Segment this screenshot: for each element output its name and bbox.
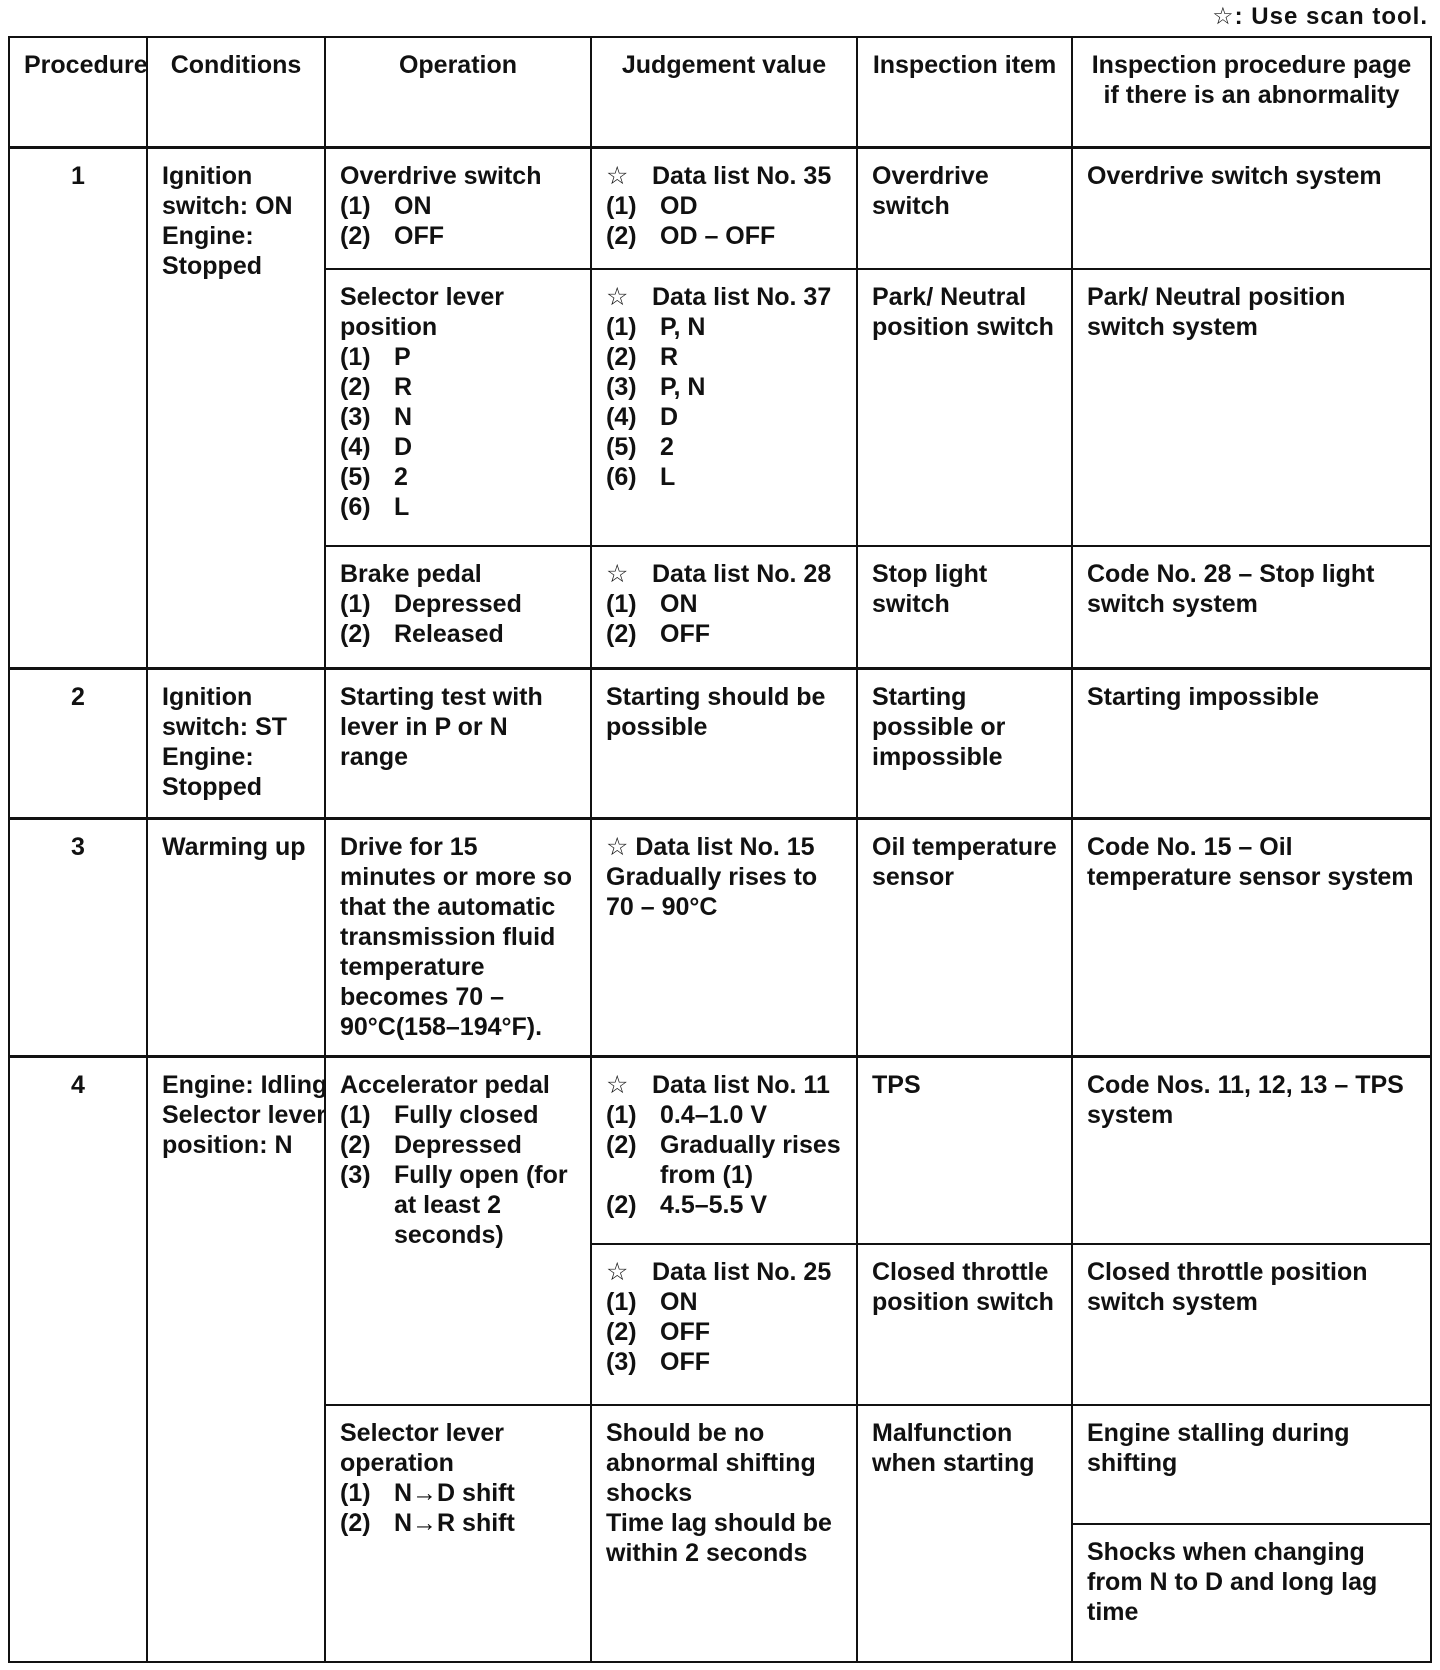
item-number: (4) [606,402,637,431]
item-text: P, N [660,372,706,401]
judgement-cell [591,546,857,668]
item-number: (1) [606,590,637,619]
item-text: 2 [660,432,674,461]
condition-line: switch: ON [162,191,293,220]
data-list-title: Data list No. 11 [652,1070,830,1099]
judgement-cell [591,1244,857,1405]
item-number: (6) [606,462,637,491]
item-number: (6) [340,492,371,521]
procedure-number: 4 [9,1056,147,1662]
inspection-item-cell: Closed throttle position switch [857,1244,1072,1405]
inspection-item-cell: TPS [857,1056,1072,1243]
list-item [606,1100,842,1130]
item-number: (5) [340,462,371,491]
header-conditions: Conditions [147,37,325,147]
inspection-page-cell: Park/ Neutral position switch system [1072,269,1431,547]
item-number: (1) [606,191,637,220]
item-text: Depressed [394,590,522,619]
item-number: (1) [340,191,371,220]
list-item [340,619,576,649]
list-item [606,1287,842,1317]
list-item [606,312,842,342]
inspection-page-cell: Shocks when changing from N to D and long lag time [1072,1524,1431,1662]
item-text: OFF [660,1347,710,1376]
item-text: R [660,342,679,371]
item-text: Depressed [394,1130,522,1159]
inspection-page-cell: Code No. 28 – Stop light switch system [1072,546,1431,668]
item-number: (3) [340,402,371,431]
list-item [606,589,842,619]
list-item [340,191,576,221]
inspection-page-cell: Starting impossible [1072,669,1431,819]
list-item [340,589,576,619]
conditions-cell [147,669,325,819]
judgement-cell [591,1405,857,1662]
conditions-cell [147,1056,328,1662]
inspection-item-cell: Overdrive switch [857,147,1072,268]
inspection-page-cell: Code No. 15 – Oil temperature sensor system [1072,819,1431,1057]
item-number: (2) [340,1509,371,1538]
list-item [340,492,576,522]
list-item [606,191,842,221]
procedure-number: 2 [9,669,147,819]
item-number: (2) [340,1130,371,1159]
inspection-page-cell: Closed throttle position switch system [1072,1244,1431,1405]
item-number: (2) [340,372,371,401]
item-number: (3) [340,1160,371,1189]
data-list-title: Data list No. 28 [652,560,832,589]
conditions-cell: Warming up [147,819,325,1057]
item-number: (3) [606,1347,637,1376]
condition-line: Engine: [162,743,254,772]
list-item [340,462,576,492]
list-item [606,342,842,372]
inspection-page-cell: Overdrive switch system [1072,147,1431,268]
star-icon: ☆ [606,560,629,589]
list-item [340,1100,576,1130]
list-item [340,432,576,462]
inspection-item-cell: Park/ Neutral position switch [857,269,1072,547]
item-text: ON [394,191,432,220]
list-item [606,1347,842,1377]
list-item [606,221,842,251]
inspection-item-cell: Starting possible or impossible [857,669,1072,819]
list-item [340,402,576,432]
condition-line: Stopped [162,251,262,280]
star-icon: ☆ [606,1257,629,1286]
item-text: 4.5–5.5 V [660,1190,768,1219]
inspection-page-cell: Engine stalling during shifting [1072,1405,1431,1523]
condition-line: position: N [162,1130,293,1159]
header-row [9,37,1431,147]
item-number: (1) [340,1479,371,1508]
item-number: (1) [340,1100,371,1129]
item-text: L [660,462,676,491]
inspection-table [8,36,1432,1663]
list-item [606,1130,842,1190]
procedure-number: 3 [9,819,147,1057]
data-list-title: Data list No. 35 [652,161,832,190]
item-text: Fully closed [394,1100,539,1129]
operation-title: Selector lever operation [340,1419,504,1478]
list-item [606,372,842,402]
item-number: (1) [606,312,637,341]
condition-line: Engine: Idling [162,1070,328,1099]
header-inspection-page: Inspection procedure page if there is an abnormality [1072,37,1431,147]
item-number: (4) [340,432,371,461]
item-number: (1) [340,590,371,619]
inspection-item-cell: Oil temperature sensor [857,819,1072,1057]
item-text: Fully open (for at least 2 seconds) [394,1160,568,1249]
data-list-title: Data list No. 25 [652,1257,832,1286]
list-item [606,1190,842,1220]
judgement-cell: Starting should be possible [591,669,857,819]
operation-cell [325,1056,591,1405]
item-text: L [394,492,410,521]
condition-line: Engine: [162,221,254,250]
item-text: Gradually rises from (1) [660,1130,841,1189]
table-row [9,147,1431,268]
item-number: (2) [606,1190,637,1219]
judgement-cell: ☆ Data list No. 15 Gradually rises to 70 – 90°C [591,819,857,1057]
item-number: (2) [606,342,637,371]
list-item [340,1508,576,1538]
item-text: 0.4–1.0 V [660,1100,768,1129]
list-item [606,432,842,462]
operation-title: Accelerator pedal [340,1070,550,1099]
header-procedure: Procedure [9,37,147,147]
condition-line: switch: ST [162,713,288,742]
conditions-cell [147,147,325,668]
list-item [606,1317,842,1347]
star-icon: ☆ [606,1070,629,1099]
list-item [340,1160,576,1250]
item-text: OFF [660,1317,710,1346]
item-number: (5) [606,432,637,461]
item-number: (3) [606,372,637,401]
operation-cell [325,1405,591,1662]
list-item [606,402,842,432]
operation-cell: Drive for 15 minutes or more so that the automatic transmission fluid temperature becomes 70 – 90°C(158–194°F). [325,819,591,1057]
judgement-cell [591,147,857,268]
item-text: D [394,432,413,461]
header-inspection-item: Inspection item [857,37,1072,147]
item-text: OFF [660,620,710,649]
item-number: (2) [340,221,371,250]
list-item [340,372,576,402]
inspection-page-cell: Code Nos. 11, 12, 13 – TPS system [1072,1056,1431,1243]
operation-cell [325,546,591,668]
judgement-line: Time lag should be within 2 seconds [606,1509,832,1568]
item-text: 2 [394,462,408,491]
scan-tool-note: ☆: Use scan tool. [1212,3,1428,30]
item-text: P [394,342,411,371]
item-text: D [660,402,679,431]
item-text: ON [660,590,698,619]
star-icon: ☆ [606,282,629,311]
inspection-item-cell: Malfunction when starting [857,1405,1072,1662]
item-number: (1) [340,342,371,371]
item-text: OD [660,191,698,220]
item-text: R [394,372,413,401]
operation-cell: Starting test with lever in P or N range [325,669,591,819]
list-item [340,1478,576,1508]
procedure-number: 1 [9,147,147,668]
operation-cell [325,147,591,268]
item-number: (1) [606,1100,637,1129]
item-text: OD – OFF [660,221,776,250]
item-text: N→D shift [394,1479,515,1508]
data-list-title: Data list No. 37 [652,282,832,311]
item-text: N [394,402,413,431]
list-item [606,462,842,492]
list-item [340,221,576,251]
item-text: N→R shift [394,1509,515,1538]
condition-line: Ignition [162,161,253,190]
item-number: (1) [606,1287,637,1316]
condition-line: Ignition [162,683,253,712]
item-number: (2) [606,1317,637,1346]
list-item [606,619,842,649]
list-item [340,1130,576,1160]
header-judgement-value: Judgement value [591,37,857,147]
item-text: Released [394,620,504,649]
judgement-cell [591,1056,857,1243]
operation-title: Overdrive switch [340,161,542,190]
item-text: ON [660,1287,698,1316]
inspection-item-cell: Stop light switch [857,546,1072,668]
table-row [9,1056,1431,1243]
star-icon: ☆ [606,161,629,190]
list-item [340,342,576,372]
condition-line: Selector lever [162,1100,326,1129]
header-operation: Operation [325,37,591,147]
judgement-line: Should be no abnormal shifting shocks [606,1419,816,1508]
item-text: OFF [394,221,444,250]
condition-line: Stopped [162,773,262,802]
item-number: (2) [606,620,637,649]
operation-cell [325,269,591,547]
operation-title: Brake pedal [340,560,482,589]
table-row [9,669,1431,819]
item-number: (2) [606,1130,637,1159]
table-row [9,819,1431,1057]
judgement-cell [591,269,857,547]
operation-title: Selector lever position [340,282,504,341]
item-number: (2) [606,221,637,250]
item-text: P, N [660,312,706,341]
item-number: (2) [340,620,371,649]
